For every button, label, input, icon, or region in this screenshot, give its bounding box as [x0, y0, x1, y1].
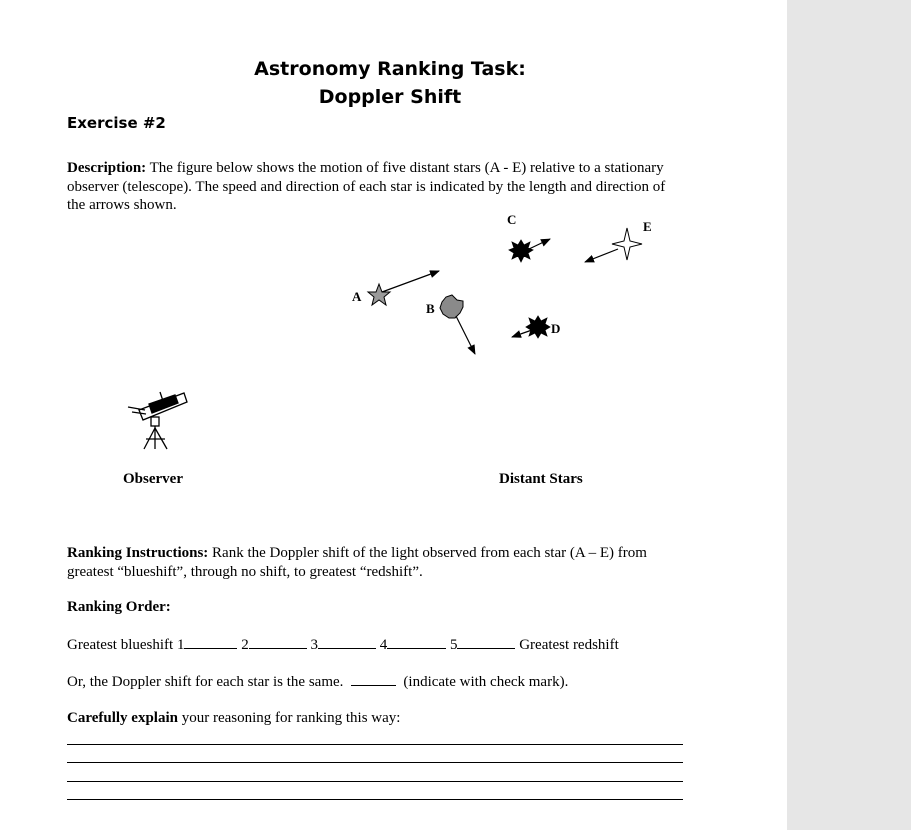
ranking-instructions-text: Rank the Doppler shift of the light observed from each star (A – E) from greatest “blueshift”, through no shift, to greatest “redshift”.	[67, 545, 647, 580]
star-b-octagon-star-icon	[440, 295, 463, 318]
same-shift-note: (indicate with check mark).	[403, 674, 569, 690]
rank-5-blank[interactable]	[457, 636, 515, 649]
ranking-instructions-label: Ranking Instructions:	[67, 545, 209, 561]
answer-line-3[interactable]	[67, 781, 683, 782]
star-a-five-point-star-icon	[368, 284, 390, 305]
rank-3-blank[interactable]	[318, 636, 376, 649]
description-label: Description:	[67, 160, 147, 176]
greatest-redshift-label: Greatest redshift	[519, 637, 619, 653]
star-e-velocity-arrow	[585, 249, 618, 262]
same-shift-checkmark-blank[interactable]	[351, 673, 396, 686]
ranking-order-heading: Ranking Order:	[67, 599, 171, 615]
star-e-four-point-star-icon	[612, 228, 642, 260]
answer-line-4[interactable]	[67, 799, 683, 800]
explain-label: Carefully explain	[67, 710, 178, 726]
star-e-label: E	[643, 219, 652, 234]
same-shift-option	[67, 673, 568, 691]
rank-2-number: 2	[241, 637, 249, 653]
star-c-burst-star-icon	[509, 240, 533, 262]
greatest-blueshift-label: Greatest blueshift 1	[67, 637, 185, 653]
star-c-label: C	[507, 212, 517, 227]
explain-text: your reasoning for ranking this way:	[177, 710, 401, 726]
telescope-icon	[128, 392, 187, 449]
star-c-velocity-arrow	[529, 239, 550, 249]
distant-stars-caption: Distant Stars	[499, 471, 583, 487]
star-b-label: B	[426, 301, 435, 316]
rank-1-blank[interactable]	[184, 636, 237, 649]
rank-4-number: 4	[379, 637, 388, 653]
star-d-burst-star-icon	[526, 316, 550, 338]
rank-4-blank[interactable]	[387, 636, 446, 649]
ranking-instructions	[67, 544, 697, 581]
rank-3-number: 3	[310, 637, 318, 653]
star-a-velocity-arrow	[382, 271, 439, 292]
explain-prompt	[67, 710, 400, 727]
star-b-velocity-arrow	[456, 316, 475, 354]
rank-5-number: 5	[449, 637, 458, 653]
same-shift-text: Or, the Doppler shift for each star is the same.	[67, 674, 344, 690]
observer-caption: Observer	[123, 471, 183, 487]
answer-line-1[interactable]	[67, 744, 683, 745]
page-subtitle: Doppler Shift	[318, 86, 462, 108]
rank-2-blank[interactable]	[249, 636, 307, 649]
exercise-number: Exercise #2	[67, 114, 166, 132]
star-a-label: A	[352, 289, 362, 304]
ranking-order-row	[67, 636, 619, 654]
page-title: Astronomy Ranking Task:	[254, 58, 526, 80]
description-text: The figure below shows the motion of five distant stars (A - E) relative to a stationary observer (telescope). The speed and direction of each star is indicated by the length and direction of the arrows shown.	[67, 160, 666, 213]
star-d-label: D	[551, 321, 561, 336]
viewer-background	[787, 0, 911, 830]
answer-line-2[interactable]	[67, 762, 683, 763]
